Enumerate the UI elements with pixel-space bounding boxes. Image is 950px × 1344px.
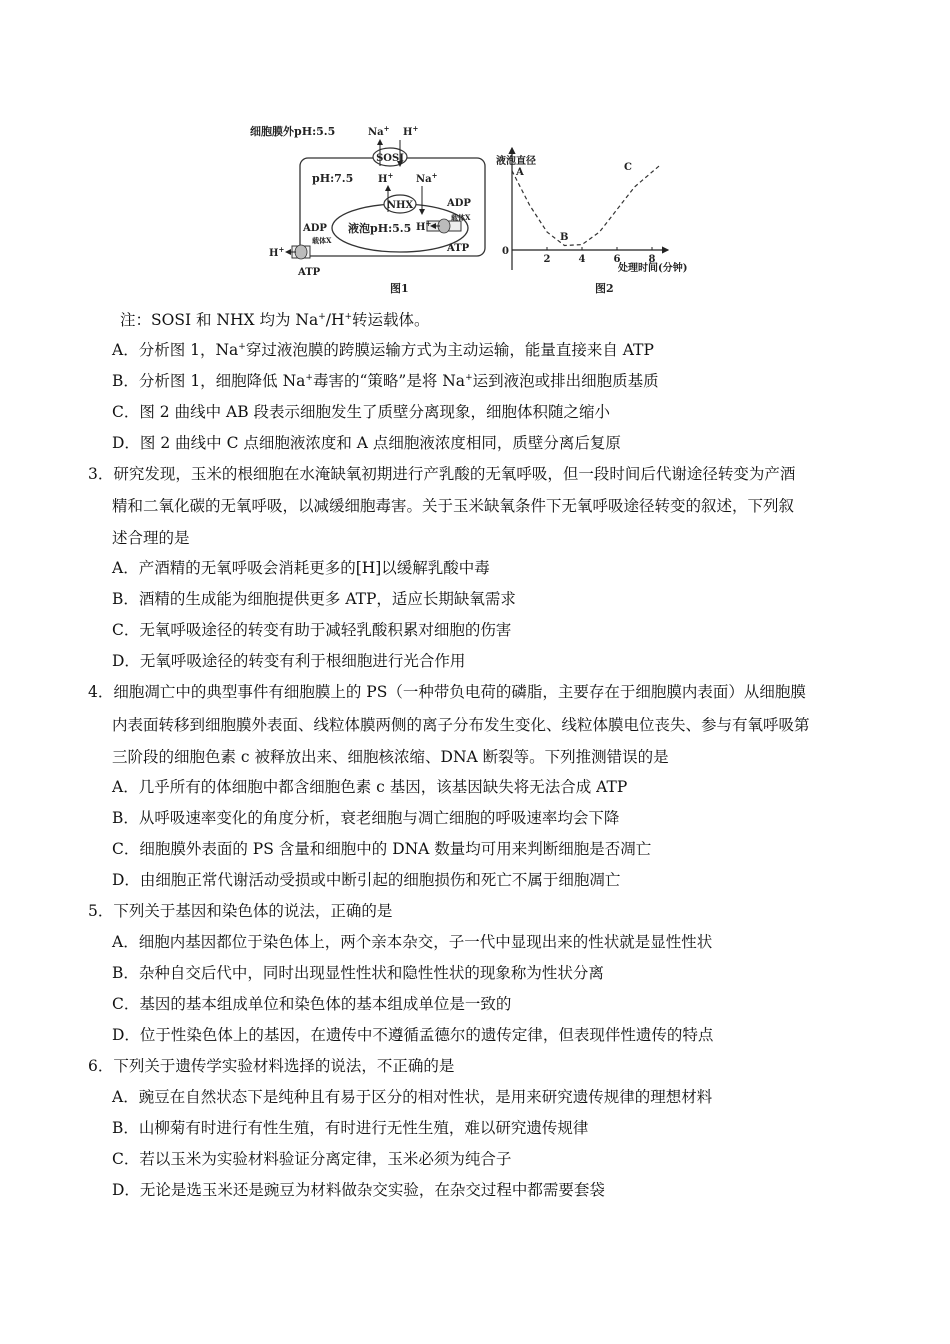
q3-stem-line-3: 述合理的是 [112,529,190,547]
vacuole-adp-label: ADP [447,198,471,209]
q6-option-a: A．豌豆在自然状态下是纯种且有易于区分的相对性状，是用来研究遗传规律的理想材料 [112,1088,713,1106]
q6-stem: 6．下列关于遗传学实验材料选择的说法，不正确的是 [88,1057,455,1075]
nhx-na-label: Na+ [416,171,438,185]
sosi-na-label: Na+ [368,124,390,138]
q3-option-b: B．酒精的生成能为细胞提供更多 ATP，适应长期缺氧需求 [112,590,516,608]
q4-option-b: B．从呼吸速率变化的角度分析，衰老细胞与凋亡细胞的呼吸速率均会下降 [112,809,620,827]
figure-1 [250,124,485,295]
figure-area [250,120,710,300]
fig2-x-tick-label: 6 [613,254,621,265]
figure-1-caption: 图1 [390,282,409,295]
outside-ph-label: 细胞膜外pH:5.5 [250,125,336,138]
vacuole-ph-label: 液泡pH:5.5 [348,222,412,235]
q3-option-d: D．无氧呼吸途径的转变有利于根细胞进行光合作用 [112,652,466,670]
figures-svg [250,120,710,300]
cytoplasm-ph-label: pH:7.5 [312,172,354,185]
fig2-series-line [512,165,661,246]
fig2-x-tick-label: 2 [543,254,551,265]
fig2-x-tick-label: 4 [578,254,586,265]
q2-option-a: A．分析图 1，Na+穿过液泡膜的跨膜运输方式为主动运输，能量直接来自 ATP [112,341,654,359]
q5-option-c: C．基因的基本组成单位和染色体的基本组成单位是一致的 [112,995,512,1013]
q4-option-a: A．几乎所有的体细胞中都含细胞色素 c 基因，该基因缺失将无法合成 ATP [112,778,628,796]
figure-2 [496,148,687,295]
q4-stem-line-3: 三阶段的细胞色素 c 被释放出来、细胞核浓缩、DNA 断裂等。下列推测错误的是 [112,748,669,766]
q5-option-d: D．位于性染色体上的基因，在遗传中不遵循孟德尔的遗传定律，但表现伴性遗传的特点 [112,1026,714,1044]
q2-option-c: C．图 2 曲线中 AB 段表示细胞发生了质壁分离现象，细胞体积随之缩小 [112,403,611,421]
q6-option-c: C．若以玉米为实验材料验证分离定律，玉米必须为纯合子 [112,1150,512,1168]
q3-stem-line-2: 精和二氧化碳的无氧呼吸，以减缓细胞毒害。关于玉米缺氧条件下无氧呼吸途径转变的叙述，下列叙 [112,497,795,515]
sosi-label: SOSI [376,153,404,164]
fig2-point-c: C [624,162,632,173]
vacuole-carrier-x-label: 载体X [451,213,471,222]
membrane-carrier-x-label: 载体X [312,236,332,245]
sosi-h-label: H+ [403,124,419,138]
membrane-h-label: H+ [269,245,285,259]
membrane-carrier-x-core [295,245,307,259]
fig2-point-b: B [560,232,569,243]
fig2-origin-label: 0 [502,246,509,257]
vacuole-atp-label: ATP [447,243,470,254]
figure-2-caption: 图2 [595,282,614,295]
figure-note: 注：SOSI 和 NHX 均为 Na+/H+转运载体。 [120,311,430,329]
q2-option-d: D．图 2 曲线中 C 点细胞液浓度和 A 点细胞液浓度相同，质壁分离后复原 [112,434,621,452]
q6-option-b: B．山柳菊有时进行有性生殖，有时进行无性生殖，难以研究遗传规律 [112,1119,589,1137]
fig2-x-label: 处理时间(分钟) [618,263,688,274]
q5-option-b: B．杂种自交后代中，同时出现显性性状和隐性性状的现象称为性状分离 [112,964,604,982]
nhx-label: NHX [386,200,414,211]
fig2-x-tick-label: 8 [648,254,656,265]
q5-option-a: A．细胞内基因都位于染色体上，两个亲本杂交，子一代中显现出来的性状就是显性性状 [112,933,713,951]
q4-stem-line-1: 4．细胞凋亡中的典型事件有细胞膜上的 PS（一种带负电荷的磷脂，主要存在于细胞膜内表面）从细胞膜 [88,683,806,701]
q3-option-a: A．产酒精的无氧呼吸会消耗更多的[H]以缓解乳酸中毒 [112,559,490,577]
nhx-h-label: H+ [378,171,394,185]
fig2-point-a: A [516,167,524,178]
q6-option-d: D．无论是选玉米还是豌豆为材料做杂交实验，在杂交过程中都需要套袋 [112,1181,605,1199]
q5-stem: 5．下列关于基因和染色体的说法，正确的是 [88,902,393,920]
fig2-y-label: 液泡直径 [496,156,536,167]
q4-option-d: D．由细胞正常代谢活动受损或中断引起的细胞损伤和死亡不属于细胞凋亡 [112,871,621,889]
vacuole-h-label: H+ [416,219,432,233]
q4-stem-line-2: 内表面转移到细胞膜外表面、线粒体膜两侧的离子分布发生变化、线粒体膜电位丧失、参与有氧呼吸第 [112,716,810,734]
membrane-adp-label: ADP [303,223,327,234]
q3-option-c: C．无氧呼吸途径的转变有助于减轻乳酸积累对细胞的伤害 [112,621,512,639]
q3-stem-line-1: 3．研究发现，玉米的根细胞在水淹缺氧初期进行产乳酸的无氧呼吸，但一段时间后代谢途径转变为产酒 [88,465,796,483]
q4-option-c: C．细胞膜外表面的 PS 含量和细胞中的 DNA 数量均可用来判断细胞是否凋亡 [112,840,652,858]
membrane-atp-label: ATP [298,267,321,278]
q2-option-b: B．分析图 1，细胞降低 Na+毒害的“策略”是将 Na+运到液泡或排出细胞质基质 [112,372,659,390]
